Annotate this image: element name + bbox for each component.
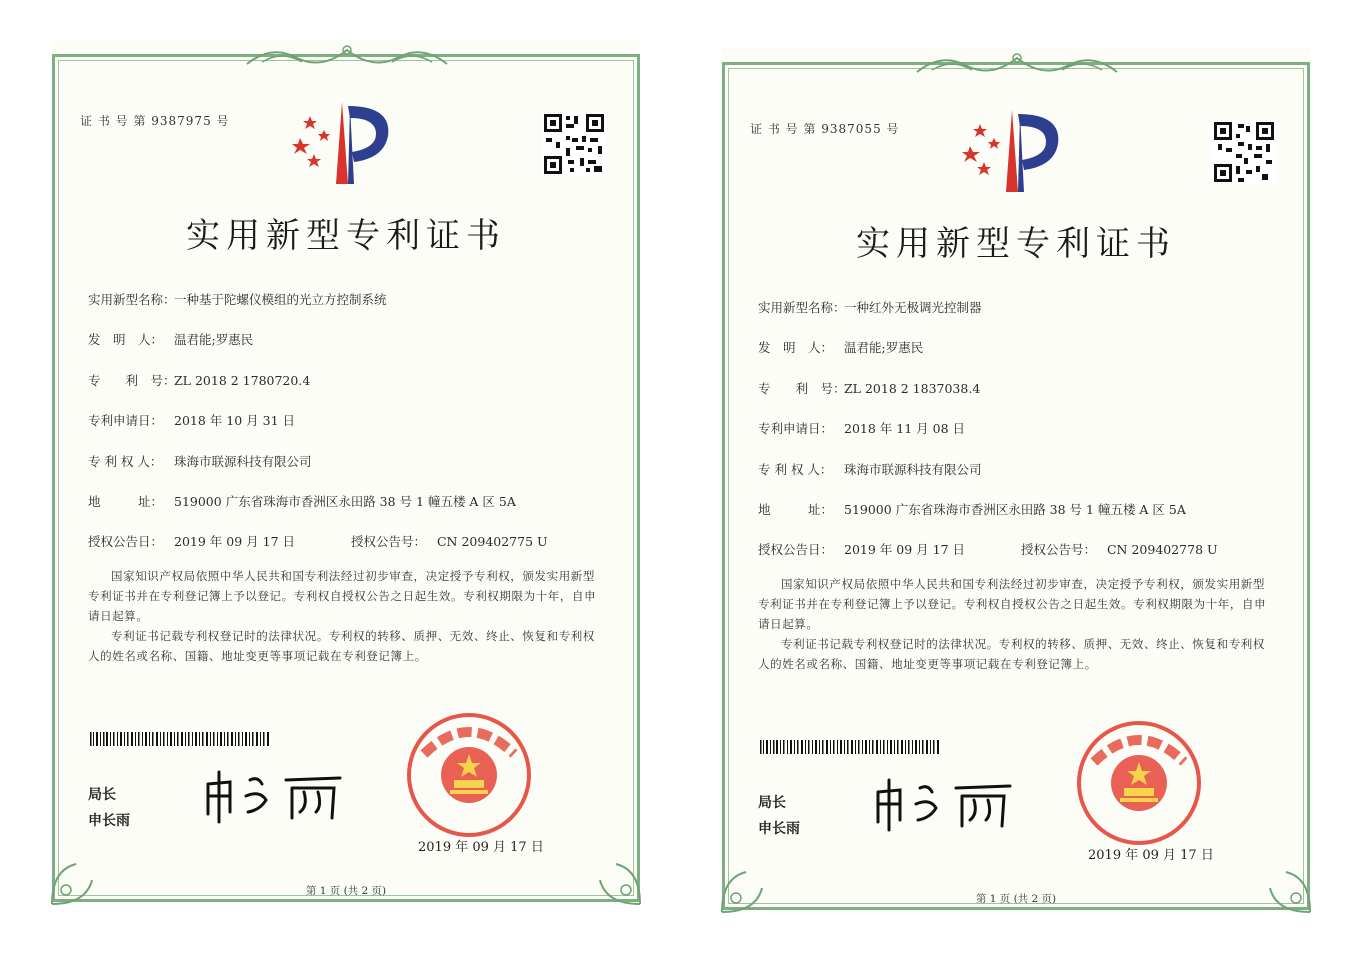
director-title: 局长 xyxy=(88,787,116,803)
field-value: 珠海市联源科技有限公司 xyxy=(844,461,982,477)
field-label: 发 明 人： xyxy=(88,332,164,348)
corner-ornament-icon xyxy=(1256,858,1316,918)
certificate-fields xyxy=(88,290,620,573)
body-paragraph: 国家知识产权局依照中华人民共和国专利法经过初步审查，决定授予专利权，颁发实用新型专利证书并在专利登记簿上予以登记。专利权自授权公告之日起生效。专利权期限为十年，自申请日起算。 xyxy=(758,577,1267,631)
field-patent-number xyxy=(758,379,1290,419)
field-grant-number xyxy=(1021,540,1218,558)
director-name: 申长雨 xyxy=(88,813,130,829)
field-value: ZL 2018 2 1837038.4 xyxy=(844,380,981,396)
field-value: 2018 年 10 月 31 日 xyxy=(174,413,295,429)
field-label: 授权公告日： xyxy=(758,542,834,558)
field-patent-number xyxy=(88,371,620,411)
page-number: 第 1 页 (共 2 页) xyxy=(305,885,387,897)
field-label: 专利申请日： xyxy=(88,413,164,429)
certificate-fields xyxy=(758,298,1290,581)
field-label: 专 利 号： xyxy=(88,372,176,388)
qr-code-icon xyxy=(542,112,606,176)
seal-date: 2019 年 09 月 17 日 xyxy=(1088,848,1214,863)
patent-certificate-2 xyxy=(722,48,1310,910)
top-ornament-icon xyxy=(912,48,1122,78)
field-address xyxy=(88,492,620,532)
field-label: 专 利 号： xyxy=(758,380,846,396)
field-value: 温君能;罗惠民 xyxy=(174,332,254,348)
field-value: 一种基于陀螺仪模组的光立方控制系统 xyxy=(174,292,387,307)
barcode-icon xyxy=(760,740,940,754)
certificate-body-text xyxy=(758,574,1270,674)
field-label: 授权公告号： xyxy=(1020,542,1096,558)
certificate-body-text xyxy=(88,566,600,666)
field-value: ZL 2018 2 1780720.4 xyxy=(174,372,311,388)
field-address xyxy=(758,500,1290,540)
body-paragraph: 专利证书记载专利权登记时的法律状况。专利权的转移、质押、无效、终止、恢复和专利权人的姓名或名称、国籍、地址变更等事项记载在专利登记簿上。 xyxy=(88,629,595,663)
field-value: 珠海市联源科技有限公司 xyxy=(174,453,312,469)
field-label: 发 明 人： xyxy=(758,340,834,356)
field-value: 2019 年 09 月 17 日 xyxy=(174,534,295,550)
field-value: 一种红外无极调光控制器 xyxy=(844,300,982,315)
field-value: 519000 广东省珠海市香洲区永田路 38 号 1 幢五楼 A 区 5A xyxy=(844,501,1186,517)
certificate-title: 实用新型专利证书 xyxy=(856,224,1176,264)
corner-ornament-icon xyxy=(716,858,776,918)
field-label: 授权公告号： xyxy=(350,534,426,550)
signature-icon xyxy=(870,774,1020,834)
field-value: CN 209402775 U xyxy=(436,534,548,550)
page-number: 第 1 页 (共 2 页) xyxy=(975,893,1057,905)
field-value: 2019 年 09 月 17 日 xyxy=(844,542,965,558)
body-paragraph: 国家知识产权局依照中华人民共和国专利法经过初步审查，决定授予专利权，颁发实用新型专利证书并在专利登记簿上予以登记。专利权自授权公告之日起生效。专利权期限为十年，自申请日起算。 xyxy=(88,569,597,623)
top-ornament-icon xyxy=(242,40,452,70)
field-value: 温君能;罗惠民 xyxy=(844,340,924,356)
director-title: 局长 xyxy=(758,795,786,811)
certificate-number: 证 书 号 第 9387975 号 xyxy=(80,114,230,128)
corner-ornament-icon xyxy=(586,850,646,910)
field-label: 专 利 权 人： xyxy=(88,453,163,469)
field-label: 地 址： xyxy=(88,493,164,509)
patent-certificate-1 xyxy=(52,40,640,902)
field-label: 专 利 权 人： xyxy=(758,461,833,477)
certificate-number: 证 书 号 第 9387055 号 xyxy=(750,122,900,136)
field-label: 地 址： xyxy=(758,501,834,517)
field-label: 专利申请日： xyxy=(758,421,834,437)
field-label: 实用新型名称： xyxy=(88,292,176,307)
field-label: 授权公告日： xyxy=(88,534,164,550)
qr-code-icon xyxy=(1212,120,1276,184)
certificate-title: 实用新型专利证书 xyxy=(186,216,506,256)
field-inventor xyxy=(88,330,620,370)
field-value: 519000 广东省珠海市香洲区永田路 38 号 1 幢五楼 A 区 5A xyxy=(174,493,516,509)
field-inventor xyxy=(758,338,1290,378)
barcode-icon xyxy=(90,732,270,746)
field-grant-number xyxy=(351,532,548,550)
body-paragraph: 专利证书记载专利权登记时的法律状况。专利权的转移、质押、无效、终止、恢复和专利权人的姓名或名称、国籍、地址变更等事项记载在专利登记簿上。 xyxy=(758,637,1265,671)
field-patentee xyxy=(88,452,620,492)
official-seal-icon xyxy=(1074,718,1204,848)
seal-date: 2019 年 09 月 17 日 xyxy=(418,840,544,855)
field-utility-model-name xyxy=(88,290,620,330)
cnipa-logo-icon xyxy=(292,96,402,186)
cnipa-logo-icon xyxy=(962,104,1072,194)
field-value: 2018 年 11 月 08 日 xyxy=(844,421,965,437)
official-seal-icon xyxy=(404,710,534,840)
field-patentee xyxy=(758,460,1290,500)
director-name: 申长雨 xyxy=(758,821,800,837)
field-label: 实用新型名称： xyxy=(758,300,846,315)
field-value: CN 209402778 U xyxy=(1106,542,1218,558)
field-application-date xyxy=(88,411,620,451)
field-utility-model-name xyxy=(758,298,1290,338)
signature-icon xyxy=(200,766,350,826)
field-application-date xyxy=(758,419,1290,459)
corner-ornament-icon xyxy=(46,850,106,910)
